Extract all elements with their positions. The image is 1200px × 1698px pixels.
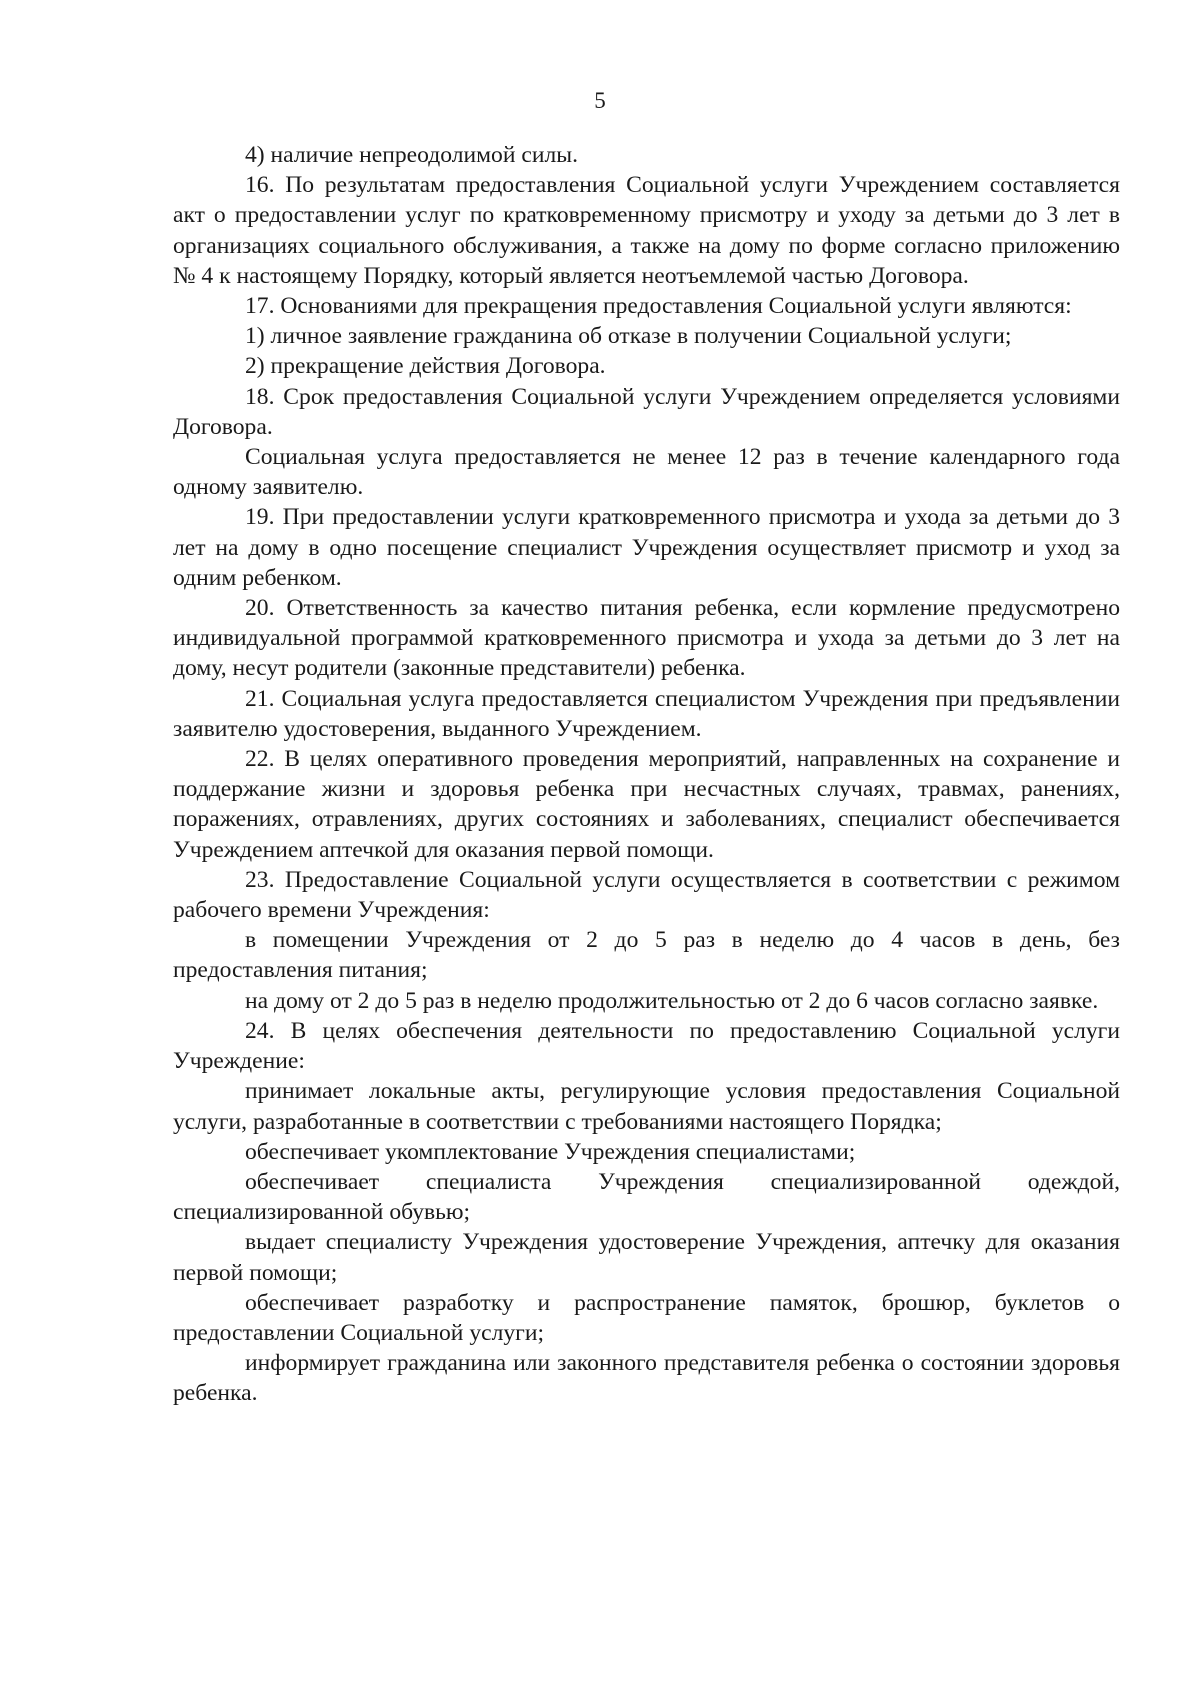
paragraph-24-local-acts: принимает локальные акты, регулирующие условия предоставления Социальной услуги, разработанные в соответствии с требованиями настоящего Порядка;	[173, 1078, 1120, 1135]
paragraph-24-institution-duties: 24. В целях обеспечения деятельности по предоставлению Социальной услуги Учреждение:	[173, 1017, 1120, 1075]
paragraph-19-home-care: 19. При предоставлении услуги кратковременного присмотра и ухода за детьми до 3 лет на дому в одно посещение специалист Учреждения осуществляет присмотр и уход за одним ребенком.	[173, 504, 1120, 591]
paragraph-22-first-aid-kit: 22. В целях оперативного проведения мероприятий, направленных на сохранение и поддержание жизни и здоровья ребенка при несчастных случаях, травмах, ранениях, поражениях, отравлениях, других состояниях и заболеваниях, специалист обеспечивается Учреждением аптечкой для оказания первой помощи.	[173, 746, 1120, 863]
paragraph-23-in-premises: в помещении Учреждения от 2 до 5 раз в неделю до 4 часов в день, без предоставления питания;	[173, 927, 1120, 984]
paragraph-17-termination-grounds: 17. Основаниями для прекращения предоставления Социальной услуги являются:	[245, 293, 1072, 320]
paragraph-24-staffing: обеспечивает укомплектование Учреждения специалистами;	[245, 1138, 856, 1165]
paragraph-18-frequency: Социальная услуга предоставляется не менее 12 раз в течение календарного года одному заявителю.	[173, 444, 1120, 501]
paragraph-23-working-hours: 23. Предоставление Социальной услуги осуществляется в соответствии с режимом рабочего времени Учреждения:	[173, 866, 1120, 924]
paragraph-20-nutrition-responsibility: 20. Ответственность за качество питания ребенка, если кормление предусмотрено индивидуальной программой кратковременного присмотра и ухода за детьми до 3 лет на дому, несут родители (законные представители) ребенка.	[173, 595, 1120, 682]
paragraph-17-item-2: 2) прекращение действия Договора.	[245, 353, 606, 380]
paragraph-24-workwear: обеспечивает специалиста Учреждения специализированной одеждой, специализированной обувью;	[173, 1168, 1120, 1226]
page-number: 5	[594, 88, 606, 113]
paragraph-24-issues-certificate: выдает специалисту Учреждения удостоверение Учреждения, аптечку для оказания первой помощи;	[173, 1229, 1120, 1286]
paragraph-21-certificate: 21. Социальная услуга предоставляется специалистом Учреждения при предъявлении заявителю удостоверения, выданного Учреждением.	[173, 685, 1120, 742]
paragraph-16-service-act: 16. По результатам предоставления Социальной услуги Учреждением составляется акт о предоставлении услуг по кратковременному присмотру и уходу за детьми до 3 лет в организациях социального обслуживания, а также на дому по форме согласно приложению № 4 к настоящему Порядку, который является неотъемлемой частью Договора.	[173, 172, 1120, 289]
paragraph-24-leaflets: обеспечивает разработку и распространение памяток, брошюр, буклетов о предоставлении Социальной услуги;	[173, 1289, 1120, 1346]
document-body	[173, 140, 1120, 1409]
paragraph-item-4-force-majeure: 4) наличие непреодолимой силы.	[245, 142, 578, 168]
paragraph-18-service-term: 18. Срок предоставления Социальной услуги Учреждением определяется условиями Договора.	[173, 383, 1120, 440]
paragraph-17-item-1: 1) личное заявление гражданина об отказе в получении Социальной услуги;	[245, 323, 1012, 350]
paragraph-24-informs-health: информирует гражданина или законного представителя ребенка о состоянии здоровья ребенка.	[173, 1350, 1120, 1407]
paragraph-23-at-home: на дому от 2 до 5 раз в неделю продолжительностью от 2 до 6 часов согласно заявке.	[245, 987, 1099, 1014]
